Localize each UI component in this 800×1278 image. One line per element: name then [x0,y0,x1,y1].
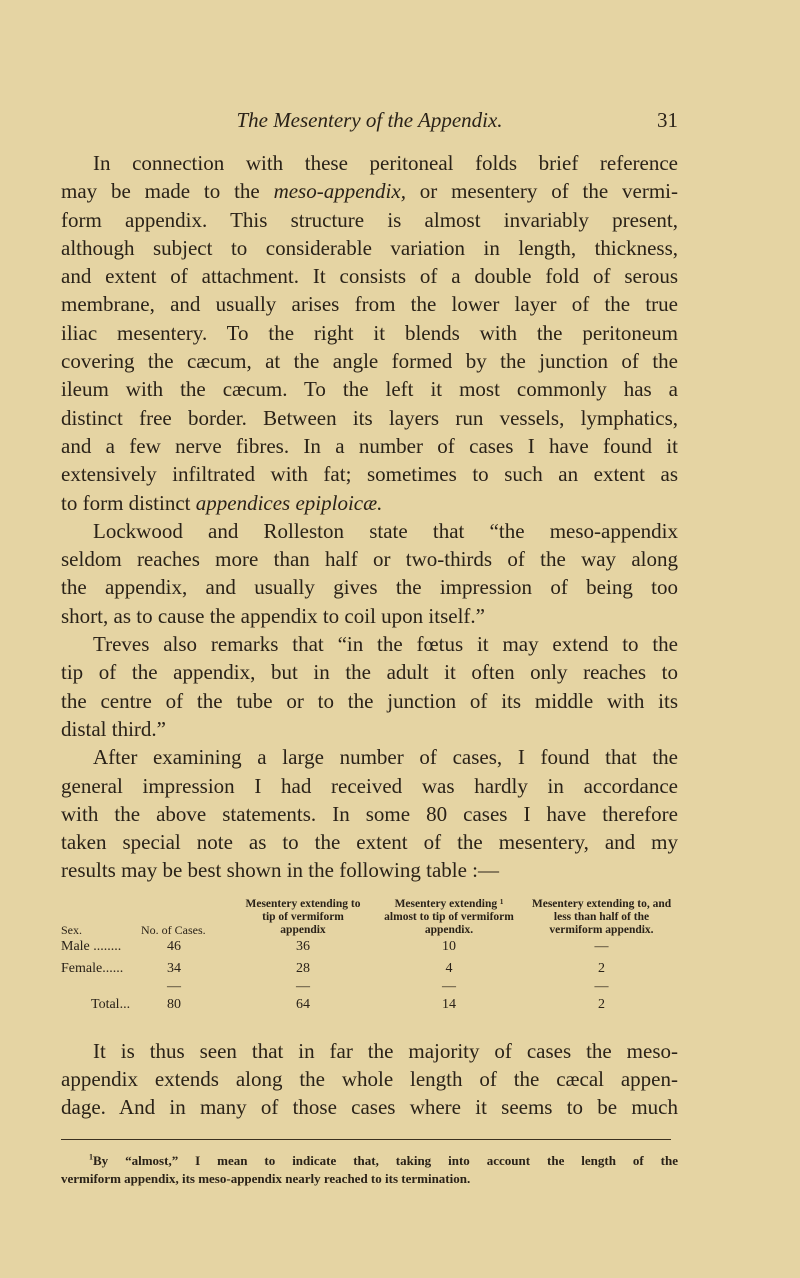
cell: 64 [296,997,310,1012]
col-almost: Mesentery extending ¹ almost to tip of vermiform appendix. [384,898,514,936]
text-line: appendix extends along the whole length of the cæcal appen- [61,1067,678,1091]
running-title: The Mesentery of the Appendix. [236,108,503,132]
running-header [61,106,678,134]
cell: 2 [598,997,605,1012]
col-half: Mesentery extending to, and less than half of the vermiform appendix. [531,898,672,936]
cell: — [442,979,456,994]
text-line: dage. And in many of those cases where it seems to be much [61,1095,678,1119]
page-number: 31 [657,108,678,132]
text-line: short, as to cause the appendix to coil upon itself.” [61,603,485,628]
cell: — [594,979,609,994]
col-tip: Mesentery extending to tip of vermiform appendix [245,898,361,936]
concluding-paragraph [61,1037,678,1121]
col-cases: No. of Cases. [141,923,206,937]
cell: 46 [167,939,181,954]
text-line [61,489,678,517]
cell: Total... [91,997,131,1012]
text-line: It is thus seen that in far the majority of cases the meso- [93,1039,678,1063]
table-total-row [61,995,678,1013]
cell: 80 [167,997,181,1012]
cell: 4 [445,961,453,976]
text-line: with the above statements. In some 80 cases I have therefore [61,801,678,826]
text-line: form appendix. This structure is almost invariably present, [61,207,678,232]
col-sex: Sex. [61,923,82,937]
footnote-marker: 1 [89,1152,93,1162]
cell: Male ........ [61,939,122,954]
text-line: the centre of the tube or to the junction of its middle with its [61,688,678,713]
table-header-row [61,898,678,937]
body-text [61,149,678,885]
text-line: vermiform appendix, its meso-appendix nearly reached to its termination. [61,1171,471,1186]
text-line: results may be best shown in the following table :— [61,858,500,883]
text-segment: may be made to the [61,179,274,204]
cell: — [296,979,310,994]
text-line: In connection with these peritoneal folds brief reference [93,151,678,175]
cell: 28 [296,961,310,976]
text-line: iliac mesentery. To the right it blends with the peritoneum [61,320,678,345]
text-line: and a few nerve fibres. In a number of cases I have found it [61,433,678,458]
table-separator-row [61,977,678,995]
mesentery-table [61,898,678,1013]
italic-term: appendices epiploicæ. [195,490,383,515]
text-line [61,177,678,205]
text-line: although subject to considerable variation in length, thickness, [61,235,678,260]
text-line: distinct free border. Between its layers run vessels, lymphatics, [61,405,678,430]
text-line: extensively infiltrated with fat; sometimes to such an extent as [61,462,678,487]
footnote-text: By “almost,” I mean to indicate that, taking into account the length of the [93,1153,678,1168]
footnote-rule [61,1139,671,1140]
text-line: tip of the appendix, but in the adult it often only reaches to [61,660,678,685]
text-line: the appendix, and usually gives the impression of being too [61,575,678,600]
text-line: covering the cæcum, at the angle formed by the junction of the [61,349,678,374]
cell: — [594,939,609,954]
italic-term: meso-appendix, [273,179,406,204]
text-line: membrane, and usually arises from the lower layer of the true [61,292,678,317]
text-line [61,1152,678,1170]
cell: 36 [296,939,310,954]
text-line: seldom reaches more than half or two-thirds of the way along [61,547,678,572]
text-line: ileum with the cæcum. To the left it most commonly has a [61,377,678,402]
table-row [61,955,678,977]
cell: 14 [442,997,456,1012]
cell: 2 [598,961,605,976]
text-line: general impression I had received was hardly in accordance [61,773,678,798]
text-segment: to form distinct [61,490,196,515]
cell: Female...... [61,961,124,976]
table-row [61,937,678,955]
footnote [61,1152,678,1188]
text-segment: or mesentery of the vermi- [405,179,678,204]
cell: — [167,979,181,994]
text-line: distal third.” [61,716,166,741]
text-line: After examining a large number of cases, I found that the [93,745,678,770]
text-line: taken special note as to the extent of the mesentery, and my [61,830,678,855]
cell: 34 [167,961,181,976]
text-line: Lockwood and Rolleston state that “the meso-appendix [93,518,678,543]
cell: 10 [442,939,456,954]
text-line: and extent of attachment. It consists of a double fold of serous [61,264,678,289]
text-line: Treves also remarks that “in the fœtus it may extend to the [93,632,678,657]
